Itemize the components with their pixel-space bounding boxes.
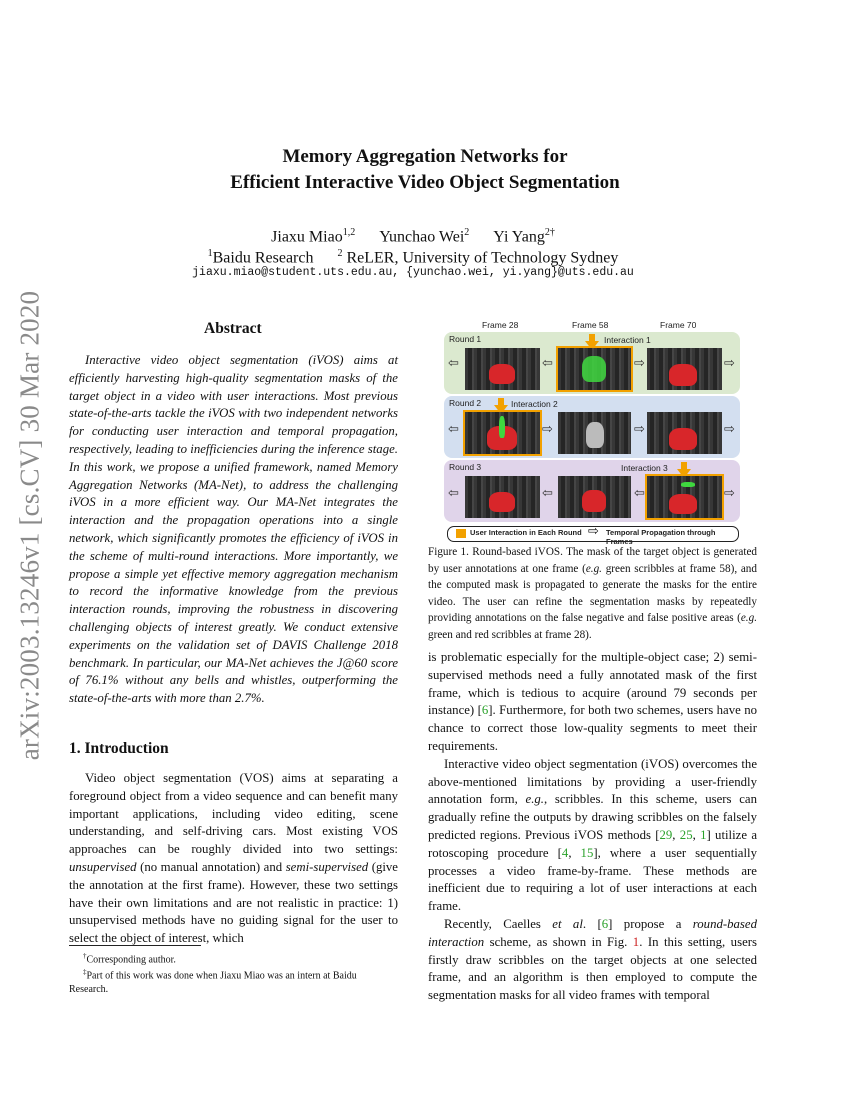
affiliation-2: ReLER, University of Technology Sydney (346, 249, 619, 267)
caption-label: Figure 1. (428, 546, 469, 558)
citation-link[interactable]: 6 (601, 916, 609, 931)
r2-frame-70 (647, 412, 722, 454)
citation-link[interactable]: 6 (481, 703, 489, 718)
right-column-body (428, 649, 757, 1005)
intro-p1-a: Video object segmentation (VOS) aims at separating a foreground object from a video sequence and can benefit many important applications, including video editing, scene understanding, and self-driving cars. Most existing VOS approaches can be roughly divided into two settings: (69, 771, 398, 857)
round-1-label: Round 1 (449, 334, 482, 344)
left-arrow-icon: ⇦ (448, 356, 459, 371)
r1-frame-70 (647, 348, 722, 390)
r3-frame-28 (465, 476, 540, 518)
left-arrow-icon: ⇦ (542, 356, 553, 371)
round-3-panel (444, 460, 740, 522)
abstract-text: Interactive video object segmentation (iVOS) aims at efficiently harvesting high-quality segmentation masks of the target object in a video with user interactions. Most previous state-of-the-arts tackle the iVOS with two independent networks for conducting user interaction and temporal propagation, respectively, leading to inefficiencies during the inference stage. In this work, we propose a unified framework, named Memory Aggregation Networks (MA-Net), to address the challenging iVOS in a more efficient way. Our MA-Net integrates the interaction and the propagation operations into a single network, which significantly promotes the efficiency of iVOS in the scheme of multi-round interactions. More importantly, we propose a simple yet effective memory aggregation mechanism to record the informative knowledge from the previous interaction rounds, improving the robustness in discovering challenging objects of interest greatly. We conduct extensive experiments on the validation set of DAVIS Challenge 2018 benchmark. In particular, our MA-Net achieves the J@60 score of 76.1% without any bells and whistles, outperforming the state-of-the-arts with more than 2.7%. (69, 353, 398, 706)
right-paragraph-3 (428, 916, 757, 1005)
caption-eg-1: e.g. (585, 562, 602, 575)
col-label-frame-70: Frame 70 (660, 320, 697, 330)
citation-link[interactable]: 29 (659, 827, 673, 842)
intro-term-unsupervised: unsupervised (69, 859, 137, 874)
right-p1-a: is problematic especially for the multiple-object case; 2) semi-supervised methods need a fully annotated mask of the first frame, which is tedious to acquire (around 79 seconds per instance) [ (428, 650, 757, 718)
title-line-1: Memory Aggregation Networks for (282, 146, 568, 167)
figure-reference-link[interactable]: 1 (632, 934, 640, 949)
intro-p1-c: (give the annotation at the first frame). However, these two settings have their own limitations and are not realistic in practice: 1) unsupervised methods have no guiding signal for the user to select the object of interest, which (69, 859, 398, 946)
right-p1-b: ]. Furthermore, for both two schemes, users have no chance to correct those low-quality segments to meet their requirements. (428, 703, 757, 753)
intro-body (69, 770, 398, 948)
footnotes (69, 950, 398, 996)
right-arrow-icon: ⇨ (724, 422, 735, 437)
author-3-sup: 2† (544, 227, 555, 238)
interaction-legend-icon (456, 529, 466, 538)
left-arrow-icon: ⇦ (448, 486, 459, 501)
right-paragraph-1 (428, 649, 757, 756)
citation-link[interactable]: 25 (679, 827, 693, 842)
left-arrow-icon: ⇦ (448, 422, 459, 437)
citation-link[interactable]: 4 (561, 845, 569, 860)
interaction-3-label: Interaction 3 (621, 463, 668, 473)
right-p2-eg: e.g. (525, 792, 545, 807)
interaction-1-label: Interaction 1 (604, 335, 651, 345)
title-line-2: Efficient Interactive Video Object Segmentation (230, 172, 620, 193)
footnote-1-mark: † (83, 952, 87, 960)
right-arrow-icon: ⇨ (724, 486, 735, 501)
right-arrow-icon: ⇨ (542, 422, 553, 437)
legend-interaction-label: User Interaction in Each Round (470, 528, 582, 537)
caption-t1: Round-based iVOS. The mask of the target object is generated by user annotations at one frame ( (428, 546, 757, 575)
propagation-legend-icon: ⇨ (588, 524, 599, 539)
right-p3-term: round-based interaction (428, 916, 757, 949)
footnote-2-mark: ‡ (83, 968, 87, 977)
right-p3-a: Recently, Caelles (444, 916, 553, 931)
figure-1 (444, 318, 742, 544)
round-1-panel (444, 332, 740, 394)
right-paragraph-2: Interactive video object segmentation (iVOS) overcomes the above-mentioned limitations by providing a user-friendly annotation form, e.g., scribbles. In this scheme, users can gradually refine the outputs by drawing scribbles on the falsely predicted regions. Previous iVOS methods [29, 25, 1] utilize a rotoscoping procedure [4, 15], where a user sequentially processes a video frame-by-frame. These methods are inefficient due to requiring a lot of user interactions at each frame. (428, 756, 758, 914)
right-p2-d: ], where a user sequentially processes a video frame-by-frame. These methods are inefficient due to requiring a lot of user interactions at each frame. (428, 845, 758, 914)
figure-legend (447, 524, 739, 546)
right-p2-b: , scribbles. In this scheme, users can gradually refine the outputs by drawing scribbles on the falsely predicted regions. Previous iVOS methods [ (428, 792, 757, 842)
right-p3-b: . [ (582, 916, 602, 931)
legend-propagation-label: Temporal Propagation through Frames (606, 528, 716, 546)
author-2-sup: 2 (464, 227, 470, 238)
figure-1-caption (428, 544, 757, 644)
r3-frame-70 (647, 476, 722, 518)
intro-p1-b: (no manual annotation) and (136, 859, 286, 874)
footnote-1 (69, 950, 398, 966)
author-3: Yi Yang (493, 228, 545, 246)
author-1-sup: 1,2 (342, 227, 356, 238)
right-arrow-icon: ⇨ (634, 356, 645, 371)
right-p3-d: scheme, as shown in Fig. (484, 934, 633, 949)
caption-t2: green scribbles at frame 58), and the computed mask is propagated to generate the masks for the entire video. The user can refine the segmentation masks by repeatedly providing annotations on the false negative and false positive areas ( (428, 562, 757, 625)
r1-frame-28 (465, 348, 540, 390)
footnote-2 (69, 966, 398, 995)
abstract-heading: Abstract (204, 320, 262, 337)
right-p3-etal: et al (552, 916, 583, 931)
right-p2-a: Interactive video object segmentation (iVOS) overcomes the above-mentioned limitations by providing a user-friendly annotation form, (428, 756, 757, 807)
author-1: Jiaxu Miao (271, 228, 343, 246)
right-arrow-icon: ⇨ (724, 356, 735, 371)
right-arrow-icon: ⇨ (634, 422, 645, 437)
right-p3-e: . In this setting, users firstly draw scribbles on the target objects at one selected frame, and an algorithm is then employed to compute the segmentation masks for all video frames with temporal (428, 934, 757, 1003)
right-p3-c: ] propose a (608, 916, 693, 931)
caption-eg-2: e.g. (740, 612, 757, 625)
footnote-rule (69, 945, 201, 946)
right-p2-c: ] utilize a rotoscoping procedure [ (428, 827, 758, 860)
arxiv-stamp: arXiv:2003.13246v1 [cs.CV] 30 Mar 2020 (14, 290, 45, 761)
paper-title (0, 144, 850, 196)
interaction-2-label: Interaction 2 (511, 399, 558, 409)
affiliation-1: Baidu Research (212, 249, 314, 267)
author-2: Yunchao Wei (379, 228, 465, 246)
footnote-1-text: Corresponding author. (86, 954, 176, 966)
citation-link[interactable]: 1 (700, 827, 707, 842)
intro-heading: 1. Introduction (69, 740, 169, 757)
aff-2-sup: 2 (337, 248, 343, 259)
r1-frame-58 (558, 348, 631, 390)
r2-frame-28 (465, 412, 540, 454)
r3-frame-58 (558, 476, 631, 518)
left-arrow-icon: ⇦ (634, 486, 645, 501)
author-emails: jiaxu.miao@student.uts.edu.au, {yunchao.wei, yi.yang}@uts.edu.au (192, 266, 634, 279)
col-label-frame-28: Frame 28 (482, 320, 519, 330)
round-3-label: Round 3 (449, 462, 482, 472)
round-2-label: Round 2 (449, 398, 482, 408)
round-2-panel (444, 396, 740, 458)
r2-frame-58 (558, 412, 631, 454)
intro-term-semi-supervised: semi-supervised (285, 859, 369, 874)
caption-t3: green and red scribbles at frame 28). (428, 628, 592, 641)
aff-1-sup: 1 (207, 248, 213, 259)
abstract-body (69, 352, 398, 708)
footnote-2-text: Part of this work was done when Jiaxu Miao was an intern at Baidu Research. (69, 970, 357, 995)
left-arrow-icon: ⇦ (542, 486, 553, 501)
citation-link[interactable]: 15 (580, 845, 594, 860)
intro-paragraph-1 (69, 770, 398, 948)
col-label-frame-58: Frame 58 (572, 320, 609, 330)
